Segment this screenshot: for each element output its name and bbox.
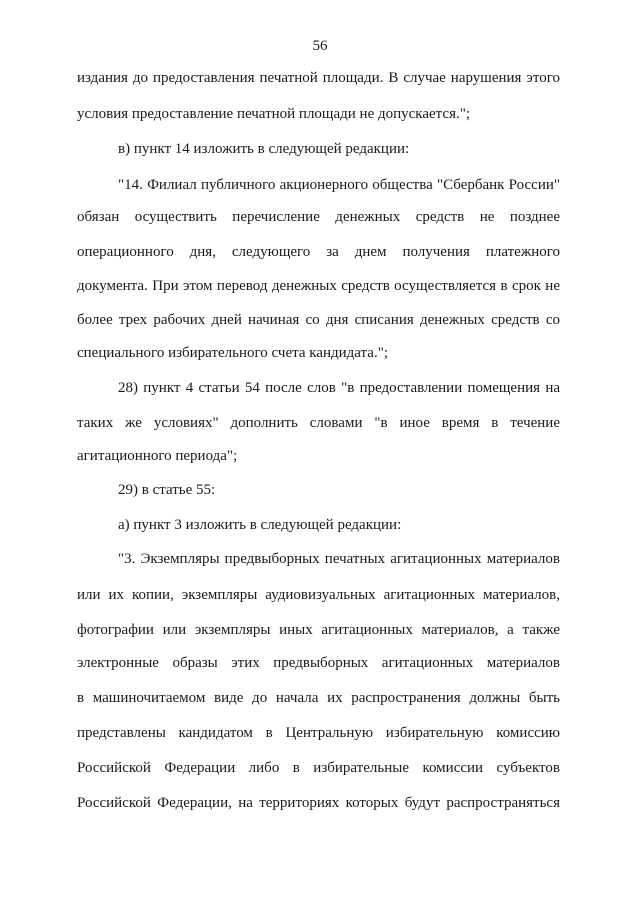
page-number: 56 xyxy=(312,38,328,54)
text-line: "3. Экземпляры предвыборных печатных агитационных материалов xyxy=(118,551,560,567)
text-line: специального избирательного счета кандидата."; xyxy=(77,345,388,361)
text-line: электронные образы этих предвыборных агитационных материалов xyxy=(77,655,560,671)
text-line: 29) в статье 55: xyxy=(118,482,216,498)
text-line: более трех рабочих дней начиная со дня списания денежных средств со xyxy=(77,312,560,328)
text-line: операционного дня, следующего за днем получения платежного xyxy=(77,244,560,260)
text-line: 28) пункт 4 статьи 54 после слов "в предоставлении помещения на xyxy=(118,380,560,396)
text-line: фотографии или экземпляры иных агитационных материалов, а также xyxy=(77,622,560,638)
text-line: таких же условиях" дополнить словами "в иное время в течение xyxy=(77,415,560,431)
text-line: обязан осуществить перечисление денежных средств не позднее xyxy=(77,209,560,225)
text-line: агитационного периода"; xyxy=(77,448,238,464)
text-line: документа. При этом перевод денежных средств осуществляется в срок не xyxy=(77,278,560,294)
text-line: Российской Федерации либо в избирательные комиссии субъектов xyxy=(77,760,560,776)
text-line: условия предоставление печатной площади не допускается."; xyxy=(77,106,471,122)
text-line: или их копии, экземпляры аудиовизуальных агитационных материалов, xyxy=(77,587,560,603)
text-line: в) пункт 14 изложить в следующей редакции: xyxy=(118,141,410,157)
text-line: представлены кандидатом в Центральную избирательную комиссию xyxy=(77,725,560,741)
text-line: издания до предоставления печатной площади. В случае нарушения этого xyxy=(77,70,560,86)
text-line: Российской Федерации, на территориях которых будут распространяться xyxy=(77,795,560,811)
text-line: а) пункт 3 изложить в следующей редакции: xyxy=(118,517,402,533)
text-line: в машиночитаемом виде до начала их распространения должны быть xyxy=(77,690,560,706)
text-line: "14. Филиал публичного акционерного общества "Сбербанк России" xyxy=(118,177,560,193)
